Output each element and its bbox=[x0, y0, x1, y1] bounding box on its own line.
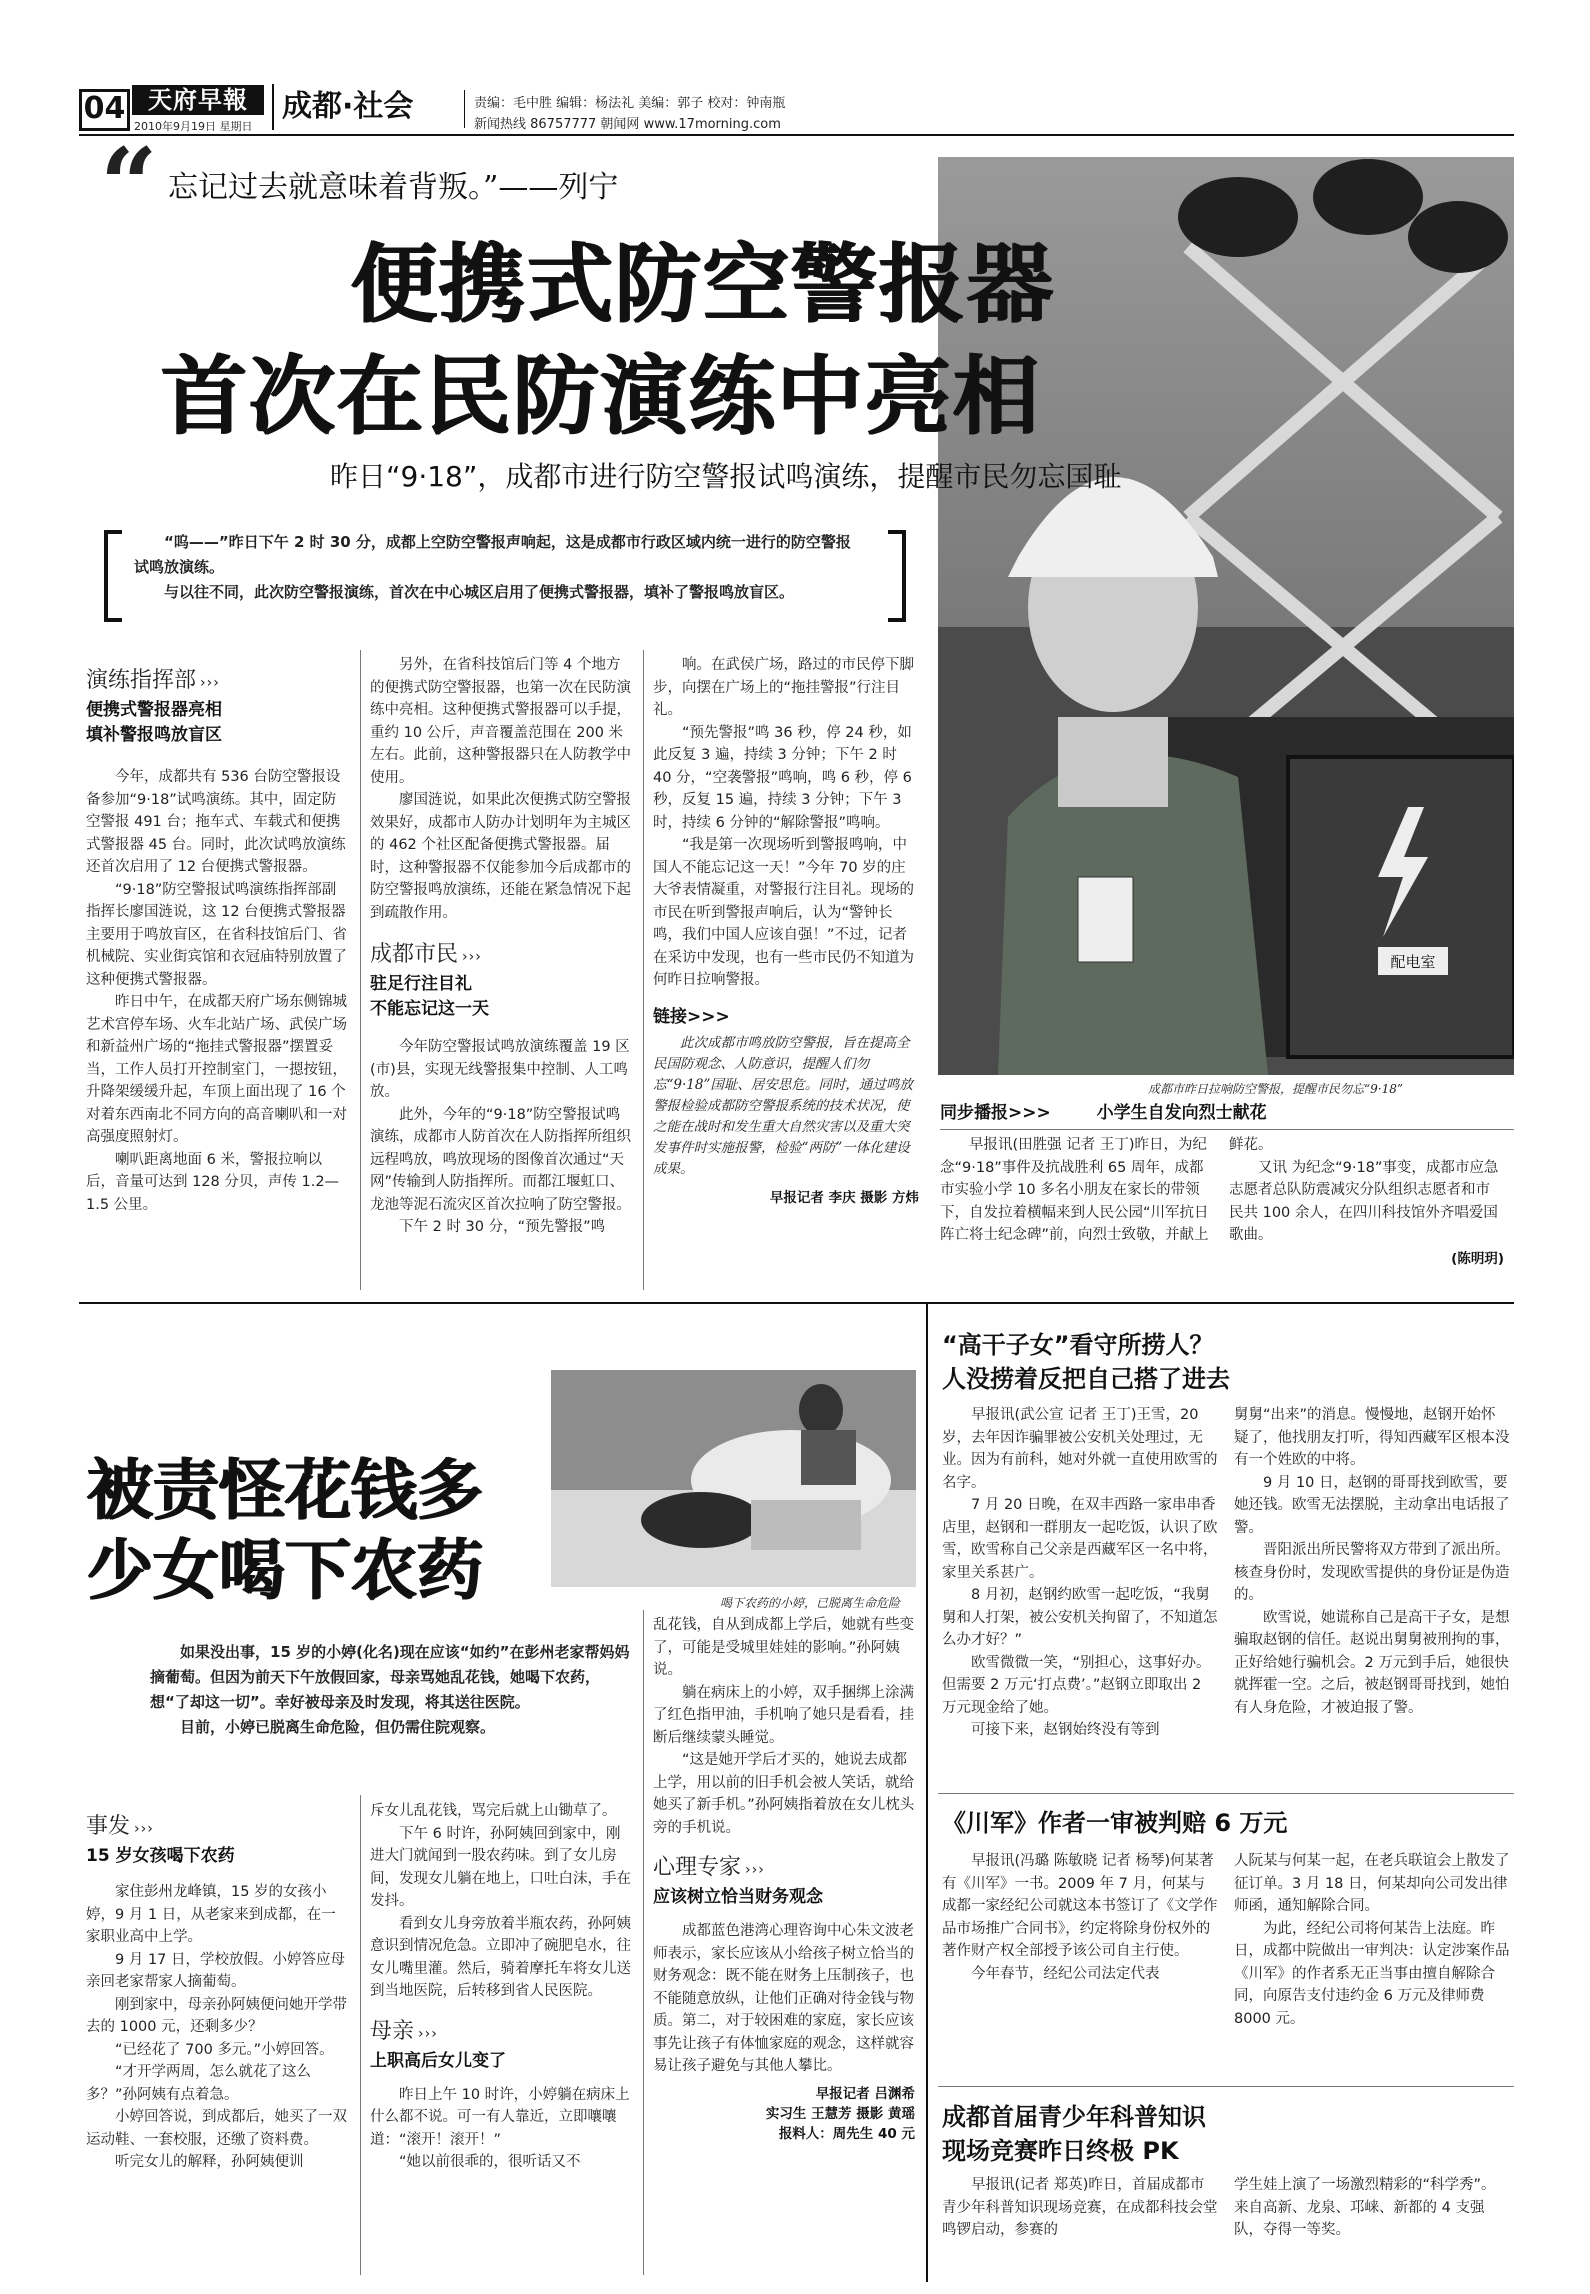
hospital-photo bbox=[551, 1370, 916, 1587]
subhead-blindspot: 填补警报鸣放盲区 bbox=[86, 725, 222, 745]
header-divider-2 bbox=[464, 90, 465, 128]
vertical-divider bbox=[926, 1302, 928, 2282]
masthead-logo: 天府早報 bbox=[132, 85, 264, 115]
column-rule bbox=[643, 1610, 644, 2275]
story2-lead bbox=[150, 1640, 630, 1740]
hospital-photo-caption: 喝下农药的小婷，已脱离生命危险 bbox=[720, 1596, 901, 1610]
sync-report bbox=[940, 1098, 1514, 1267]
lead-column-3 bbox=[653, 654, 919, 1206]
story2-headline-line1: 被责怪花钱多 bbox=[86, 1452, 482, 1529]
paragraph: 下午 2 时 30 分，“预先警报”鸣 bbox=[399, 1219, 606, 1235]
story2-byline-1: 早报记者 吕渊希 bbox=[815, 2085, 915, 2102]
header-divider bbox=[272, 84, 274, 130]
lead-headline-line2: 首次在民防演练中亮相 bbox=[160, 347, 1040, 447]
sync-byline: (陈明玥) bbox=[1451, 1250, 1504, 1267]
paragraph: 今年，成都共有 536 台防空警报设备参加“9·18”试鸣演练。其中，固定防空警报 491 台；拖车式、车载式和便携式警报器 45 台。同时，此次试鸣放演练还首次启用了 12 台便携式警报器。 bbox=[86, 769, 346, 875]
paragraph: “这是她开学后才买的，她说去成都上学，用以前的旧手机会被人笑话，就给她买了新手机。”孙阿姨指着放在女儿枕头旁的手机说。 bbox=[653, 1752, 915, 1836]
story2-column-3 bbox=[653, 1614, 915, 2142]
paragraph: 9 月 10 日，赵钢的哥哥找到欧雪，要她还钱。欧雪无法摆脱，主动拿出电话报了警。 bbox=[1234, 1474, 1510, 1536]
issue-date: 2010年9月19日 星期日 bbox=[134, 120, 253, 133]
paragraph: 昨日上午 10 时许，小婷躺在病床上什么都不说。可一有人靠近，立即嚷嚷道：“滚开！滚开！” bbox=[370, 2086, 630, 2148]
lead-box-bracket-left bbox=[104, 530, 122, 622]
subhead-salute: 驻足行注目礼 bbox=[370, 974, 472, 994]
paragraph: 舅舅“出来”的消息。慢慢地，赵钢开始怀疑了，他找朋友打听，得知西藏军区根本没有一个姓欧的中将。 bbox=[1234, 1407, 1510, 1468]
hotline: 新闻热线 86757777 朝闻网 www.17morning.com bbox=[474, 117, 781, 132]
paragraph: 鲜花。 bbox=[1229, 1137, 1273, 1153]
paragraph: 可接下来，赵钢始终没有等到 bbox=[971, 1722, 1160, 1738]
paragraph: 学生娃上演了一场激烈精彩的“科学秀”。来自高新、龙泉、邛崃、新都的 4 支强队，夺得一等奖。 bbox=[1234, 2177, 1496, 2238]
lead-box-bracket-right bbox=[888, 530, 906, 622]
lead-column-1 bbox=[86, 666, 348, 1216]
paragraph: 今年防空警报试鸣放演练覆盖 19 区(市)县，实现无线警报集中控制、人工鸣放。 bbox=[370, 1039, 630, 1100]
sync-header bbox=[940, 1098, 1514, 1123]
paragraph: 早报讯(记者 郑英)昨日，首届成都市青少年科普知识现场竞赛，在成都科技会堂鸣锣启动，参赛的 bbox=[942, 2177, 1218, 2238]
paragraph: 斥女儿乱花钱，骂完后就上山锄草了。 bbox=[370, 1803, 617, 1819]
story3-headline-1: “高干子女”看守所捞人？ bbox=[942, 1331, 1214, 1359]
lead-byline: 早报记者 李庆 摄影 方炜 bbox=[769, 1189, 919, 1206]
story5-headline-2: 现场竞赛昨日终极 PK bbox=[942, 2137, 1179, 2165]
paragraph: 另外，在省科技馆后门等 4 个地方的便携式防空警报器，也第一次在民防演练中亮相。这种便携式警报器可以手提，重约 10 公斤，声音覆盖范围在 200 米左右。此前，这种警报器只在人防教学中使用。 bbox=[370, 657, 631, 786]
paragraph: 此外，今年的“9·18”防空警报试鸣演练，成都市人防首次在人防指挥所组织远程鸣放，鸣放现场的图像首次通过“天网”传输到人防指挥所。而都江堰虹口、龙池等泥石流灾区首次拉响了防空警报。 bbox=[370, 1106, 631, 1213]
story-divider bbox=[938, 1793, 1514, 1794]
paragraph: 人阮某与何某一起，在老兵联谊会上散发了征订单。3 月 18 日，何某却向公司发出律师函，通知解除合同。 bbox=[1234, 1853, 1510, 1914]
page-number: 04 bbox=[79, 89, 130, 131]
section-title: 成都·社会 bbox=[282, 89, 414, 124]
subhead-finance: 应该树立恰当财务观念 bbox=[653, 1887, 823, 1907]
story2-column-2 bbox=[370, 1800, 632, 2174]
paragraph: 欧雪微微一笑，“别担心，这事好办。但需要 2 万元‘打点费’。”赵钢立即取出 2 万元现金给了她。 bbox=[942, 1654, 1211, 1716]
link-text: 此次成都市鸣放防空警报，旨在提高全民国防观念、人防意识，提醒人们勿忘“9·18”国耻、居安思危。同时，通过鸣放警报检验成都防空警报系统的技术状况，使之能在战时和发生重大自然灾害以及重大突发事件时实施报警，检验“两防”一体化建设成果。 bbox=[653, 1034, 913, 1177]
sync-label: 同步播报>>> bbox=[940, 1103, 1051, 1123]
lead-box-p2: 与以往不同，此次防空警报演练，首次在中心城区启用了便携式警报器，填补了警报鸣放盲区。 bbox=[164, 583, 795, 601]
section-label-expert: 心理专家 ››› bbox=[653, 1855, 765, 1880]
patient-photo bbox=[551, 1370, 916, 1587]
paragraph: 为此，经纪公司将何某告上法庭。昨日，成都中院做出一审判决：认定涉案作品《川军》的作者系无正当事由擅自解除合同，向原告支付违约金 6 万元及律师费 8000 元。 bbox=[1234, 1920, 1510, 2027]
paragraph: 9 月 17 日，学校放假。小婷答应母亲回老家帮家人摘葡萄。 bbox=[86, 1951, 346, 1990]
paragraph: 今年春节，经纪公司法定代表 bbox=[971, 1965, 1160, 1982]
lead-headline-line1: 便携式防空警报器 bbox=[350, 235, 1054, 335]
paragraph: “9·18”防空警报试鸣演练指挥部副指挥长廖国涟说，这 12 台便携式警报器主要用于鸣放盲区，在省科技馆后门、省机械院、实业街宾馆和衣冠庙特别放置了这种便携式警报器。 bbox=[86, 881, 347, 988]
paragraph: 7 月 20 日晚，在双丰西路一家串串香店里，赵钢和一群朋友一起吃饭，认识了欧雪，欧雪称自己父亲是西藏军区一名中将，家里关系甚广。 bbox=[942, 1497, 1218, 1581]
story2-lead-p2: 目前，小婷已脱离生命危险，但仍需住院观察。 bbox=[180, 1718, 496, 1736]
paragraph: “她以前很乖的，很听话又不 bbox=[399, 2154, 581, 2170]
paragraph: 响。在武侯广场，路过的市民停下脚步，向摆在广场上的“拖挂警报”行注目礼。 bbox=[653, 657, 914, 718]
story4-headline: 《川军》作者一审被判赔 6 万元 bbox=[942, 1809, 1288, 1837]
paragraph: 下午 6 时许，孙阿姨回到家中，刚进大门就闻到一股农药味。到了女儿房间，发现女儿躺在地上，口吐白沫，手在发抖。 bbox=[370, 1825, 631, 1909]
header-rule bbox=[79, 134, 1514, 136]
link-label: 链接>>> bbox=[653, 1006, 730, 1027]
story2-byline-3: 报料人：周先生 40 元 bbox=[778, 2125, 915, 2142]
paragraph: “预先警报”鸣 36 秒，停 24 秒，如此反复 3 遍，持续 3 分钟；下午 2 时 40 分，“空袭警报”鸣响，鸣 6 秒，停 6 秒，反复 15 遍，持续 3 分钟；下午 3 时，持续 6 分钟的“解除警报”鸣响。 bbox=[653, 724, 912, 831]
paragraph: 喇叭距离地面 6 米，警报拉响以后，音量可达到 128 分贝，声传 1.2—1.5 公里。 bbox=[86, 1151, 340, 1213]
paragraph: 乱花钱，自从到成都上学后，她就有些变了，可能是受城里娃娃的影响。”孙阿姨说。 bbox=[653, 1617, 914, 1678]
credits: 责编：毛中胜 编辑：杨法礼 美编：郭子 校对：钟南瓶 bbox=[474, 96, 786, 111]
paragraph: 小婷回答说，到成都后，她买了一双运动鞋、一套校服，还缴了资料费。 bbox=[86, 2109, 347, 2148]
paragraph: “已经花了 700 多元。”小婷回答。 bbox=[115, 2041, 334, 2058]
story-divider bbox=[938, 2086, 1514, 2087]
story2-byline-2: 实习生 王慧芳 摄影 黄瑶 bbox=[765, 2105, 915, 2122]
lead-box-p1: “呜——”昨日下午 2 时 30 分，成都上空防空警报声响起，这是成都市行政区域内统一进行的防空警报试鸣放演练。 bbox=[134, 533, 851, 576]
column-rule bbox=[643, 650, 644, 1290]
story2-column-1 bbox=[86, 1812, 348, 2174]
paragraph: 欧雪说，她谎称自己是高干子女，是想骗取赵钢的信任。赵说出舅舅被刑拘的事，正好给她行骗机会。2 万元到手后，她很快就挥霍一空。之后，被赵钢哥哥找到，她怕有人身危险，才被迫报了警。 bbox=[1234, 1609, 1510, 1716]
paragraph: 早报讯(武公宣 记者 王丁)王雪，20 岁，去年因诈骗罪被公安机关处理过，无业。因为有前科，她对外就一直使用欧雪的名字。 bbox=[942, 1407, 1218, 1491]
section-label-command: 演练指挥部 ››› bbox=[86, 668, 220, 693]
quote-text: 忘记过去就意味着背叛。”——列宁 bbox=[168, 170, 619, 205]
subhead-daughter-changed: 上职高后女儿变了 bbox=[370, 2050, 506, 2071]
story2-headline-line2: 少女喝下农药 bbox=[86, 1532, 482, 1609]
paragraph: 躺在病床上的小婷，双手捆绑上涂满了红色指甲油，手机响了她只是看看，挂断后继续蒙头睡觉。 bbox=[653, 1684, 914, 1746]
column-rule bbox=[360, 650, 361, 1290]
lead-photo-caption: 成都市昨日拉响防空警报，提醒市民勿忘“9·18” bbox=[1148, 1082, 1403, 1096]
paragraph: 刚到家中，母亲孙阿姨便问她开学带去的 1000 元，还剩多少？ bbox=[86, 1996, 347, 2035]
lead-column-2 bbox=[370, 654, 632, 1239]
story5-headline-1: 成都首届青少年科普知识 bbox=[942, 2103, 1206, 2131]
lead-box bbox=[134, 530, 854, 605]
paragraph: 8 月初，赵钢约欧雪一起吃饭，“我舅舅和人打架，被公安机关拘留了，不知道怎么办才好？” bbox=[942, 1587, 1218, 1648]
paragraph: 早报讯(冯璐 陈敏晓 记者 杨琴)何某著有《川军》一书。2009 年 7 月，何某与成都一家经纪公司就这本书签订了《文学作品市场推广合同书》，约定将除身份权外的著作财产权全部授予该公司自主行使。 bbox=[942, 1853, 1218, 1959]
column-rule bbox=[360, 1795, 361, 2275]
section-label-citizens: 成都市民 ››› bbox=[370, 942, 482, 967]
paragraph: 晋阳派出所民警将双方带到了派出所。核查身份时，发现欧雪提供的身份证是伪造的。 bbox=[1234, 1542, 1510, 1603]
subhead-portable: 便携式警报器亮相 bbox=[86, 700, 222, 720]
story5 bbox=[942, 2100, 1514, 2242]
section-label-incident: 事发 ››› bbox=[86, 1814, 154, 1839]
photo-sign: 配电室 bbox=[1390, 953, 1436, 971]
paragraph: 昨日中午，在成都天府广场东侧锦城艺术宫停车场、火车北站广场、武侯广场和新益州广场的“拖挂式警报器”摆置妥当，工作人员打开控制室门，一摁按钮，升降架缓缓升起，车顶上面出现了 16 个对着东西南北不同方向的高音喇叭和一对高强度照射灯。 bbox=[86, 994, 347, 1145]
paragraph: 廖国涟说，如果此次便携式防空警报效果好，成都市人防办计划明年为主城区的 462 个社区配备便携式警报器。届时，这种警报器不仅能参加今后成都市的防空警报鸣放演练，还能在紧急情况下起到疏散作用。 bbox=[370, 792, 631, 921]
lead-subtitle: 昨日“9·18”，成都市进行防空警报试鸣演练，提醒市民勿忘国耻 bbox=[330, 460, 1122, 493]
story2-lead-p1: 如果没出事，15 岁的小婷(化名)现在应该“如约”在彭州老家帮妈妈摘葡萄。但因为前天下午放假回家，母亲骂她乱花钱，她喝下农药，想“了却这一切”。幸好被母亲及时发现，将其送往医院。 bbox=[150, 1643, 630, 1711]
sync-title: 小学生自发向烈士献花 bbox=[1096, 1103, 1267, 1123]
paragraph: 看到女儿身旁放着半瓶农药，孙阿姨意识到情况危急。立即冲了碗肥皂水，往女儿嘴里灌。然后，骑着摩托车将女儿送到当地医院，后转移到省人民医院。 bbox=[370, 1915, 631, 1999]
story3-headline-2: 人没捞着反把自己搭了进去 bbox=[942, 1365, 1230, 1393]
page-divider bbox=[79, 1302, 1514, 1304]
paragraph: “我是第一次现场听到警报鸣响，中国人不能忘记这一天！”今年 70 岁的庄大爷表情凝重，对警报行注目礼。现场的市民在听到警报声响后，认为“警钟长鸣，我们中国人应该自强！”不过，记者在采访中发现，也有一些市民仍不知道为何昨日拉响警报。 bbox=[653, 837, 914, 988]
paragraph: 家住彭州龙峰镇，15 岁的女孩小婷，9 月 1 日，从老家来到成都，在一家职业高中上学。 bbox=[86, 1884, 336, 1945]
section-label-mother: 母亲 ››› bbox=[370, 2018, 438, 2044]
paragraph: 早报讯(田胜强 记者 王丁)昨日，为纪念“9·18”事件及抗战胜利 65 周年，成都市实验小学 10 多名小朋友在家长的带领下，自发拉着横幅来到人民公园“川军抗日阵亡将士纪念碑”前，向烈士致敬，并献上 bbox=[940, 1137, 1209, 1243]
paragraph: “才开学两周，怎么就花了这么多？”孙阿姨有点着急。 bbox=[86, 2064, 312, 2103]
subhead-never-forget: 不能忘记这一天 bbox=[370, 999, 489, 1019]
story3 bbox=[942, 1328, 1514, 1742]
quote-open-mark: “ bbox=[100, 126, 158, 244]
paragraph: 又讯 为纪念“9·18”事变，成都市应急志愿者总队防震减灾分队组织志愿者和市民共 100 余人，在四川科技馆外齐唱爱国歌曲。 bbox=[1229, 1159, 1499, 1243]
subhead-girl-poison: 15 岁女孩喝下农药 bbox=[86, 1846, 235, 1866]
paragraph: 听完女儿的解释，孙阿姨便训 bbox=[115, 2154, 304, 2170]
story4 bbox=[942, 1806, 1514, 2030]
paragraph: 成都蓝色港湾心理咨询中心朱文波老师表示，家长应该从小给孩子树立恰当的财务观念：既不能在财务上压制孩子，也不能随意放纵，让他们正确对待金钱与物质。第二，对于较困难的家庭，家长应该事先让孩子有体恤家庭的观念，这样就容易让孩子避免与其他人攀比。 bbox=[653, 1923, 914, 2074]
